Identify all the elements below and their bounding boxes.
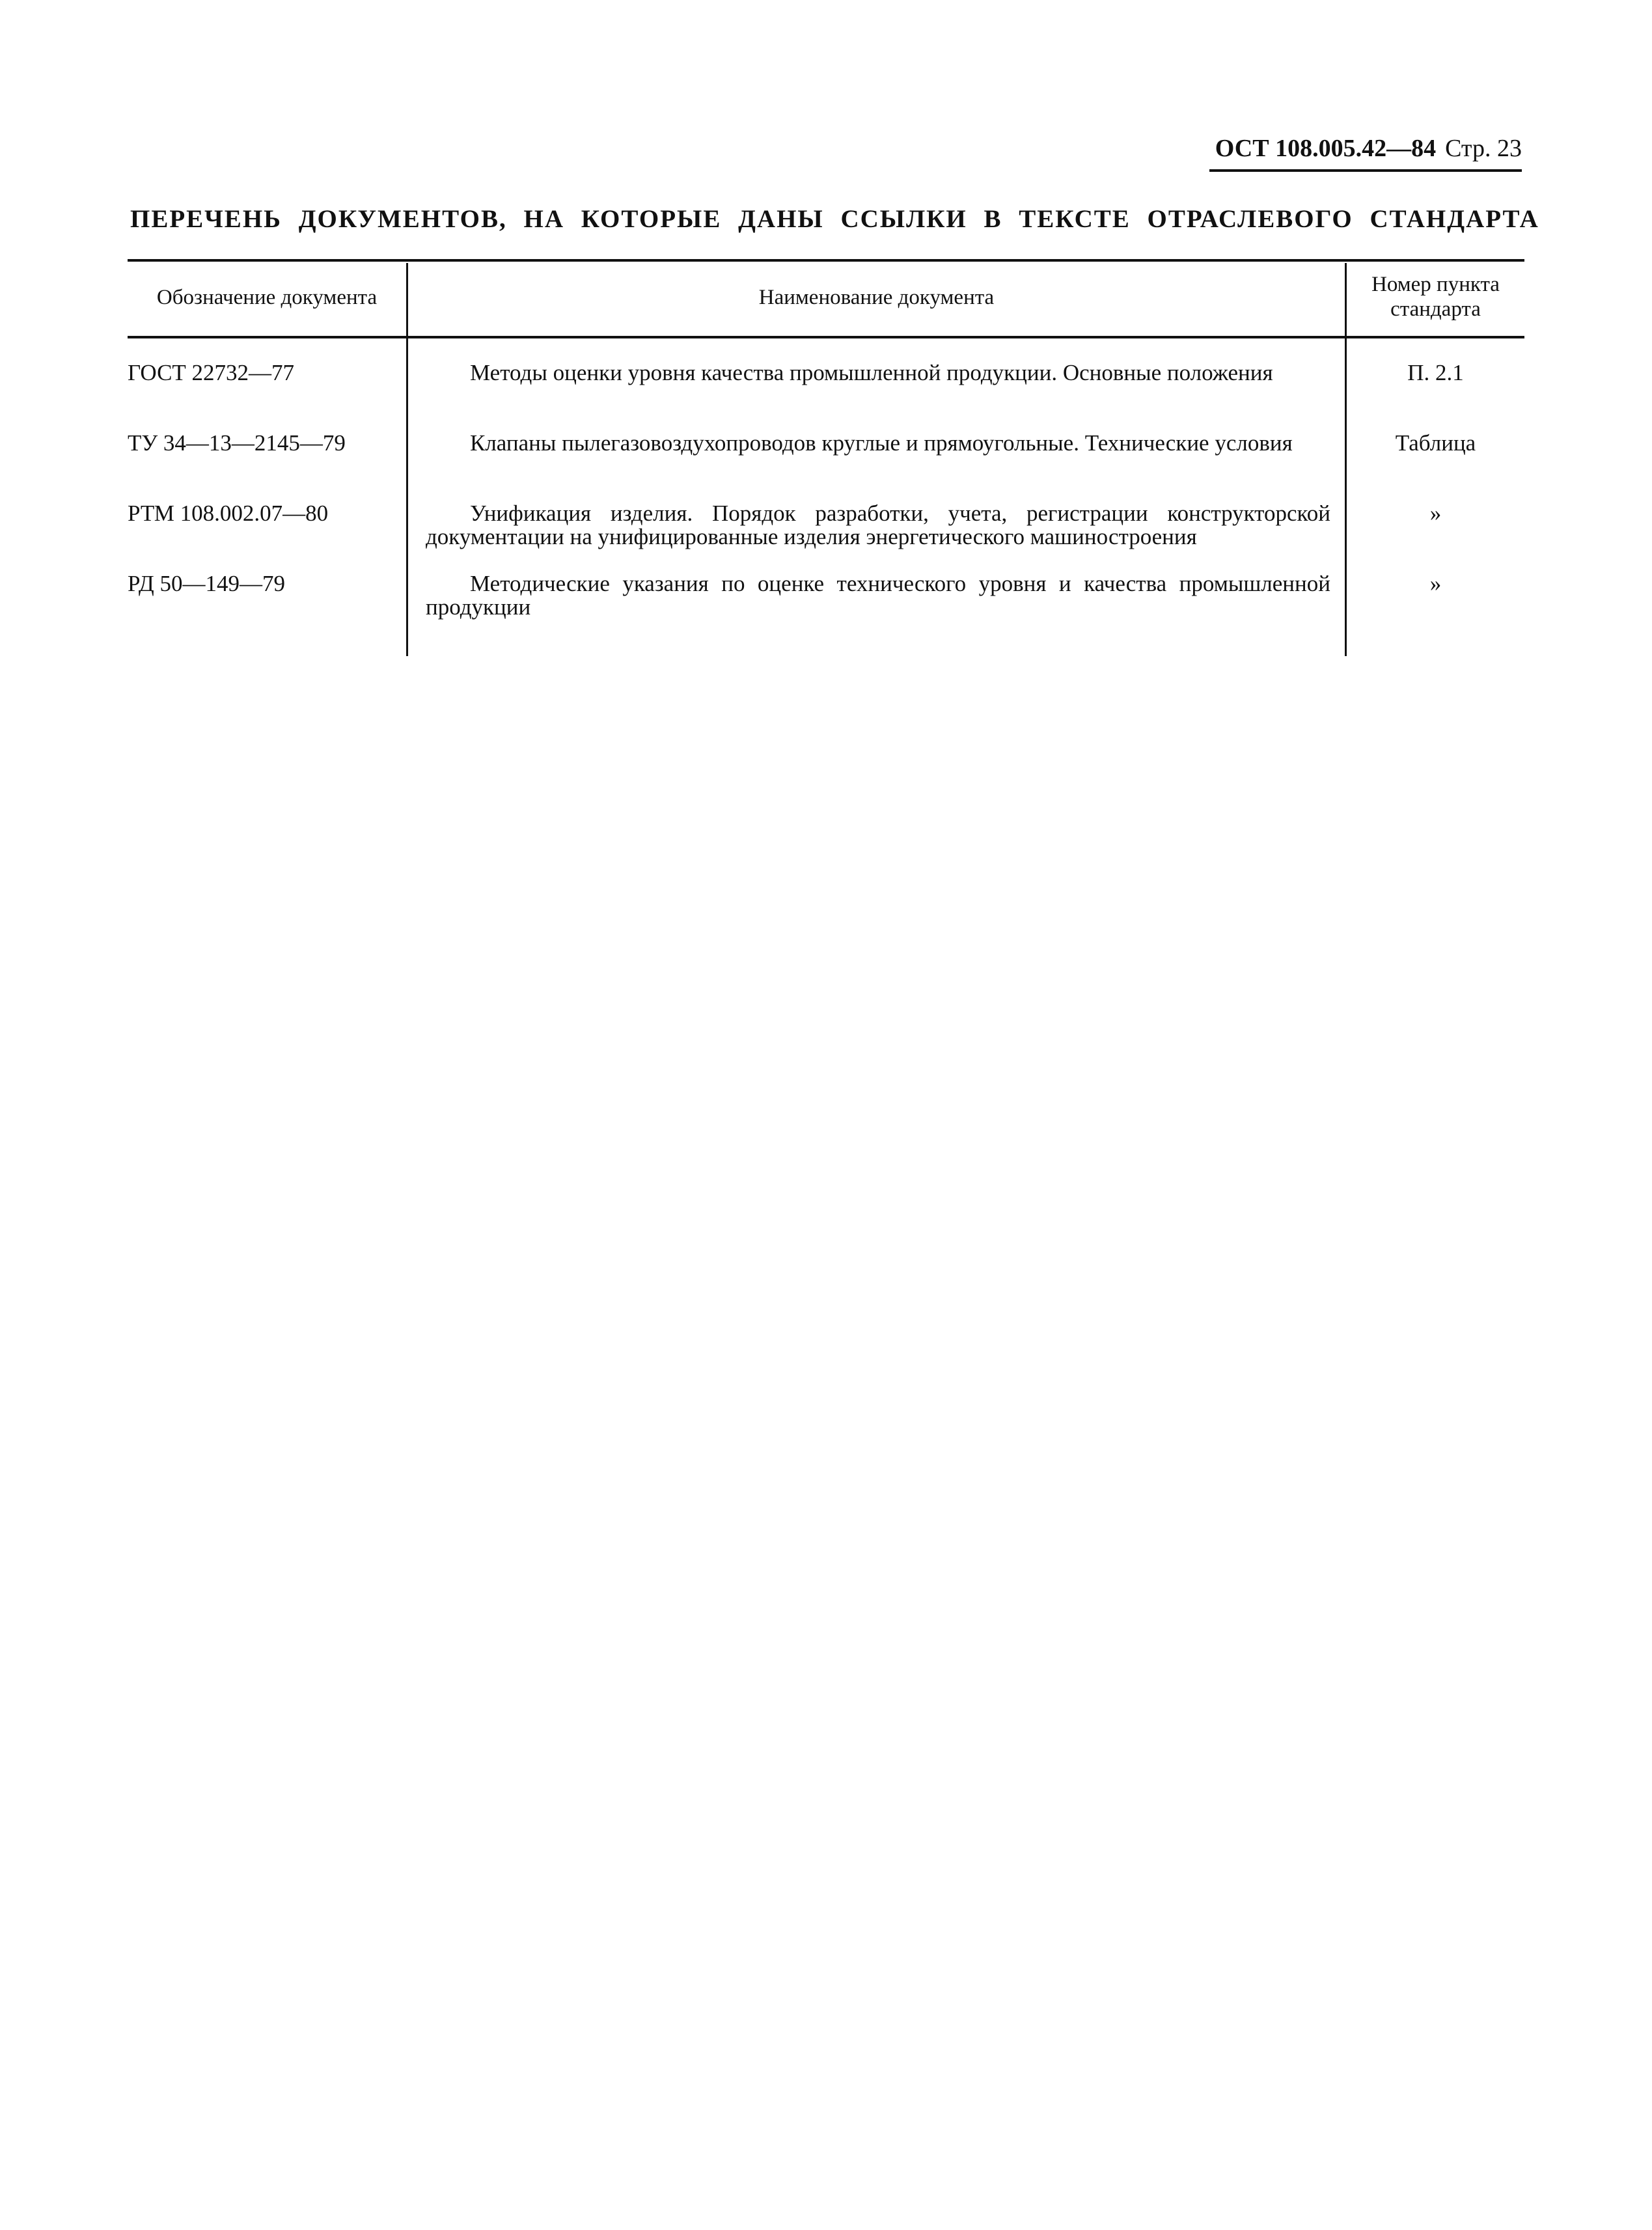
- clause-number-cell: »: [1429, 501, 1442, 526]
- clause-number-cell: »: [1429, 571, 1442, 596]
- document-code-cell: ТУ 34—13—2145—79: [128, 430, 346, 456]
- table-row: [128, 572, 1524, 642]
- references-table: [128, 259, 1524, 656]
- page-header: [1215, 134, 1522, 163]
- list-title: ПЕРЕЧЕНЬ ДОКУМЕНТОВ, НА КОТОРЫЕ ДАНЫ ССЫЛКИ В ТЕКСТЕ ОТРАСЛЕВОГО СТАНДАРТА: [130, 205, 1539, 233]
- document-code-cell: РД 50—149—79: [128, 571, 285, 596]
- document-code: ОСТ 108.005.42—84: [1215, 135, 1437, 162]
- column-header-code: Обозначение документа: [156, 286, 378, 309]
- page-number: Стр. 23: [1445, 135, 1522, 162]
- document-name-cell: Методы оценки уровня качества промышленной продукции. Основные положения: [470, 360, 1273, 385]
- document-code-cell: ГОСТ 22732—77: [128, 360, 295, 385]
- column-header-ref: Номер пункта стандарта: [1371, 273, 1500, 321]
- table-header-rule: [128, 336, 1524, 338]
- header-underline: [1209, 169, 1522, 172]
- column-header-name: Наименование документа: [758, 286, 995, 309]
- table-top-rule: [128, 259, 1524, 262]
- table-row: [128, 432, 1524, 502]
- document-name-cell: Методические указания по оценке технического уровня и качества промышленной продукции: [426, 571, 1330, 620]
- clause-number-cell: П. 2.1: [1407, 360, 1464, 385]
- document-code-cell: РТМ 108.002.07—80: [128, 501, 329, 526]
- clause-number-cell: Таблица: [1395, 430, 1476, 456]
- document-name-cell: Унификация изделия. Порядок разработки, учета, регистрации конструкторской документации на унифицированные изделия энергетического машиностроения: [426, 501, 1330, 549]
- table-row: [128, 502, 1524, 572]
- table-row: [128, 361, 1524, 432]
- document-name-cell: Клапаны пылегазовоздухопроводов круглые и прямоугольные. Технические условия: [470, 430, 1293, 456]
